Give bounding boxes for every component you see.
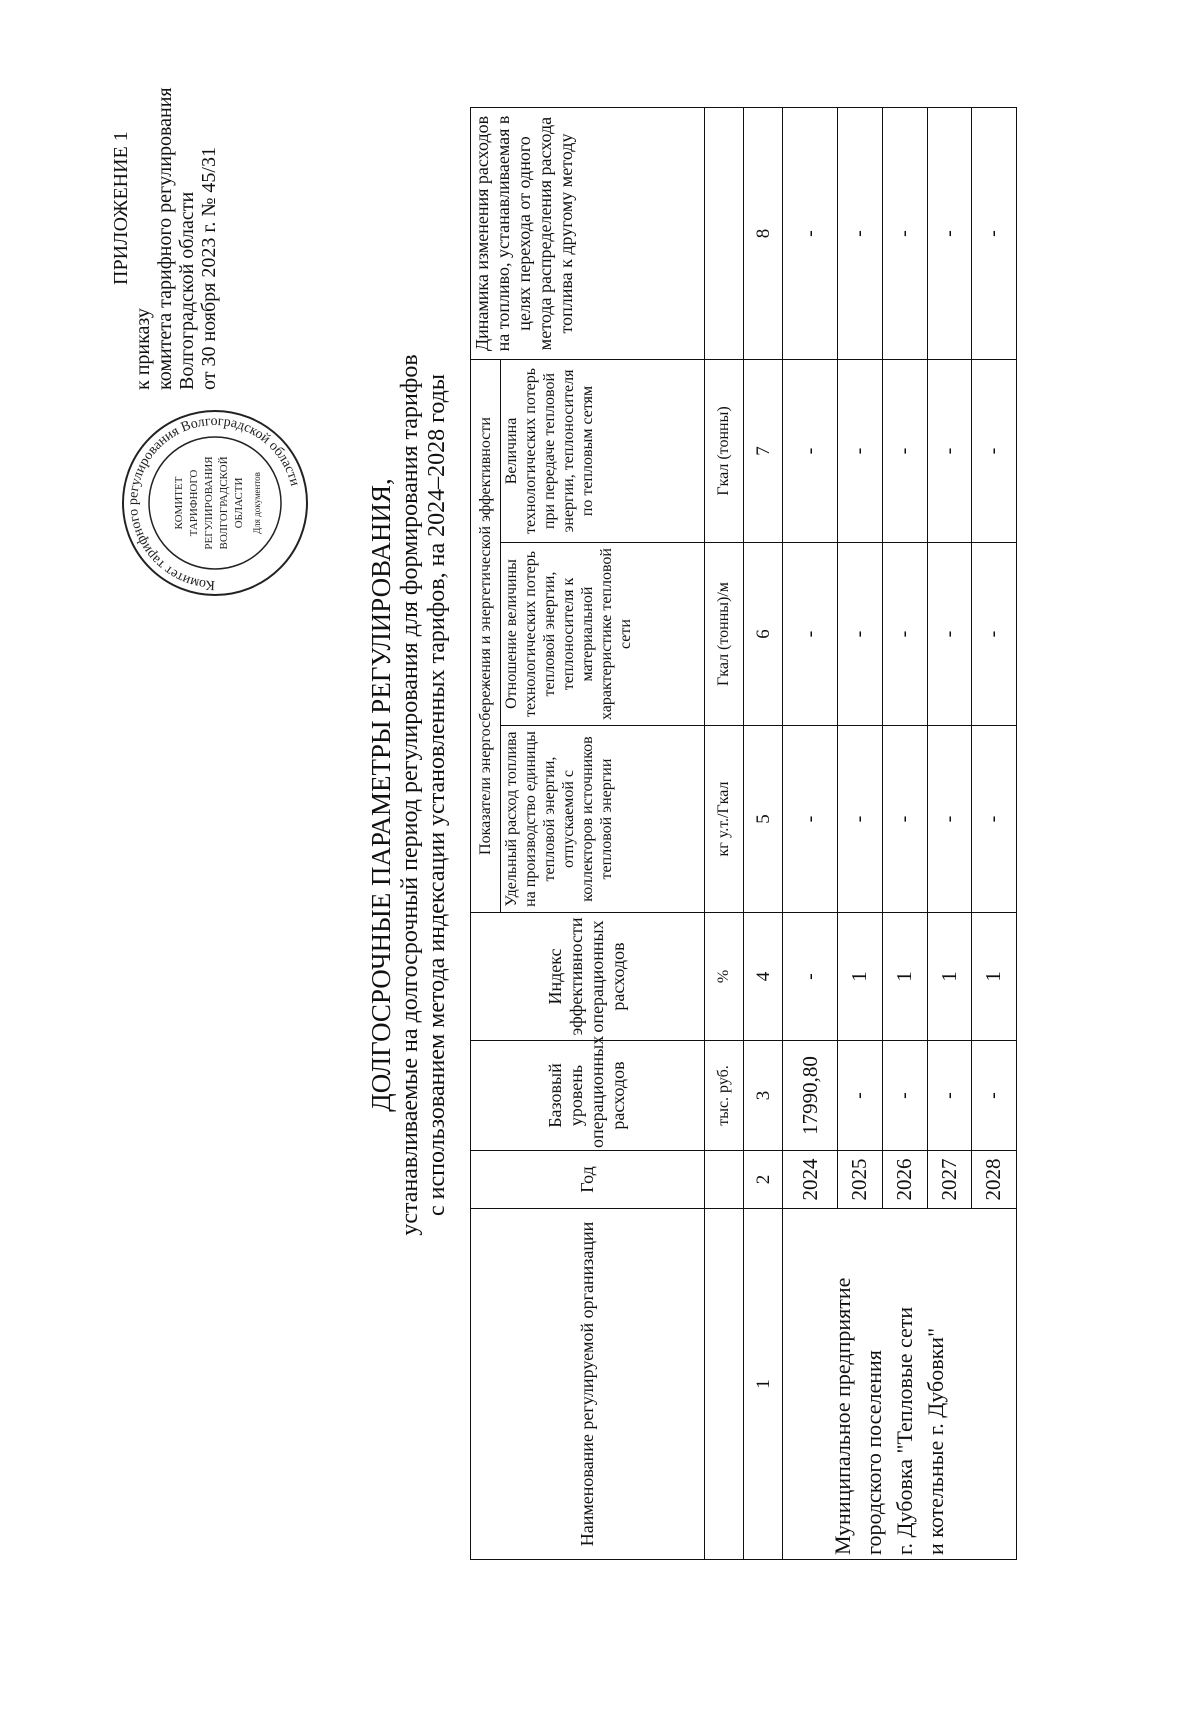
seal-line-4: ВОЛГОГРАДСКОЙ [218, 456, 230, 550]
unit-losses: Гкал (тонны) [704, 360, 743, 543]
column-number: 1 [743, 1209, 782, 1560]
document-subtitle-2: с использованием метода индексации установленных тарифов, на 2024–2028 годы [424, 374, 450, 1216]
unit-year [704, 1151, 743, 1209]
index-cell: 1 [882, 913, 927, 1041]
fuel-cell: - [837, 726, 882, 913]
index-cell: 1 [927, 913, 971, 1041]
fuel-cell: - [927, 726, 971, 913]
header-base-level: Базовый уровень операционных расходов [471, 1041, 705, 1151]
column-number: 5 [743, 726, 782, 913]
order-date-number: от 30 ноября 2023 г. № 45/31 [198, 147, 220, 390]
dynamics-cell: - [971, 108, 1016, 360]
header-fuel-dynamics: Динамика изменения расходов на топливо, устанавливаемая в целях перехода от одного метода распределения расхода топлива к другому методу [471, 108, 705, 360]
losses-cell: - [882, 360, 927, 543]
unit-base: тыс. руб. [704, 1041, 743, 1151]
unit-ratio: Гкал (тонны)/м [704, 543, 743, 726]
seal-line-5: ОБЛАСТИ [233, 477, 245, 529]
losses-cell: - [971, 360, 1016, 543]
dynamics-cell: - [783, 108, 837, 360]
index-cell: - [783, 913, 837, 1041]
header-energy-saving-group: Показатели энергосбережения и энергетической эффективности [471, 360, 501, 913]
header-tech-losses: Величина технологических потерь при передаче тепловой энергии, теплоносителя по тепловым сетям [501, 360, 704, 543]
ratio-cell: - [837, 543, 882, 726]
committee-name: комитета тарифного регулирования [154, 87, 176, 390]
seal-line-3: РЕГУЛИРОВАНИЯ [203, 456, 215, 550]
org-name-line: г. Дубовка "Тепловые сети [892, 1306, 918, 1555]
unit-index: % [704, 913, 743, 1041]
year-cell: 2028 [971, 1151, 1016, 1209]
year-cell: 2026 [882, 1151, 927, 1209]
losses-cell: - [837, 360, 882, 543]
index-cell: 1 [971, 913, 1016, 1041]
region-name: Волгоградской области [176, 191, 198, 390]
appendix-label: ПРИЛОЖЕНИЕ 1 [110, 131, 132, 285]
year-cell: 2024 [783, 1151, 837, 1209]
base-level-cell: - [882, 1041, 927, 1151]
dynamics-cell: - [837, 108, 882, 360]
header-year: Год [471, 1151, 705, 1209]
unit-dynamics [704, 108, 743, 360]
ratio-cell: - [882, 543, 927, 726]
seal-bottom-text: Для документов [252, 472, 262, 534]
ratio-cell: - [783, 543, 837, 726]
org-name-line: и котельные г. Дубовки" [923, 1327, 949, 1555]
regulation-parameters-table [470, 107, 1017, 1560]
base-level-cell: 17990,80 [783, 1041, 837, 1151]
fuel-cell: - [783, 726, 837, 913]
seal-line-2: ТАРИФНОГО [188, 469, 200, 537]
ratio-cell: - [927, 543, 971, 726]
column-number: 4 [743, 913, 782, 1041]
seal-line-1: КОМИТЕТ [173, 476, 185, 530]
year-cell: 2025 [837, 1151, 882, 1209]
dynamics-cell: - [927, 108, 971, 360]
column-number: 8 [743, 108, 782, 360]
dynamics-cell: - [882, 108, 927, 360]
losses-cell: - [783, 360, 837, 543]
ratio-cell: - [971, 543, 1016, 726]
unit-org [704, 1209, 743, 1560]
year-cell: 2027 [927, 1151, 971, 1209]
header-specific-fuel: Удельный расход топлива на производство единицы тепловой энергии, отпускаемой с коллекторов источников тепловой энергии [501, 726, 704, 913]
base-level-cell: - [837, 1041, 882, 1151]
organization-name-cell [783, 1209, 1017, 1560]
column-number: 2 [743, 1151, 782, 1209]
seal-ring-text: Комитет тарифного регулирования Волгоградской области [125, 413, 303, 593]
header-loss-ratio: Отношение величины технологических потерь тепловой энергии, теплоносителя к материальной характеристике тепловой сети [501, 543, 704, 726]
org-name-line: городского поселения [861, 1350, 887, 1555]
base-level-cell: - [927, 1041, 971, 1151]
appendix-header [110, 60, 220, 390]
document-subtitle-1: устанавливаемые на долгосрочный период регулирования для формирования тарифов [397, 354, 423, 1236]
base-level-cell: - [971, 1041, 1016, 1151]
fuel-cell: - [971, 726, 1016, 913]
org-name-line: Муниципальное предприятие [830, 1277, 856, 1555]
column-number: 7 [743, 360, 782, 543]
official-seal [120, 408, 310, 598]
losses-cell: - [927, 360, 971, 543]
fuel-cell: - [882, 726, 927, 913]
order-reference: к приказу [132, 308, 154, 390]
document-title: ДОЛГОСРОЧНЫЕ ПАРАМЕТРЫ РЕГУЛИРОВАНИЯ, [366, 478, 396, 1112]
column-number: 6 [743, 543, 782, 726]
header-efficiency-index: Индекс эффективности операционных расходов [471, 913, 705, 1041]
index-cell: 1 [837, 913, 882, 1041]
column-number: 3 [743, 1041, 782, 1151]
unit-fuel: кг у.т./Гкал [704, 726, 743, 913]
header-org-name: Наименование регулируемой организации [471, 1209, 705, 1560]
